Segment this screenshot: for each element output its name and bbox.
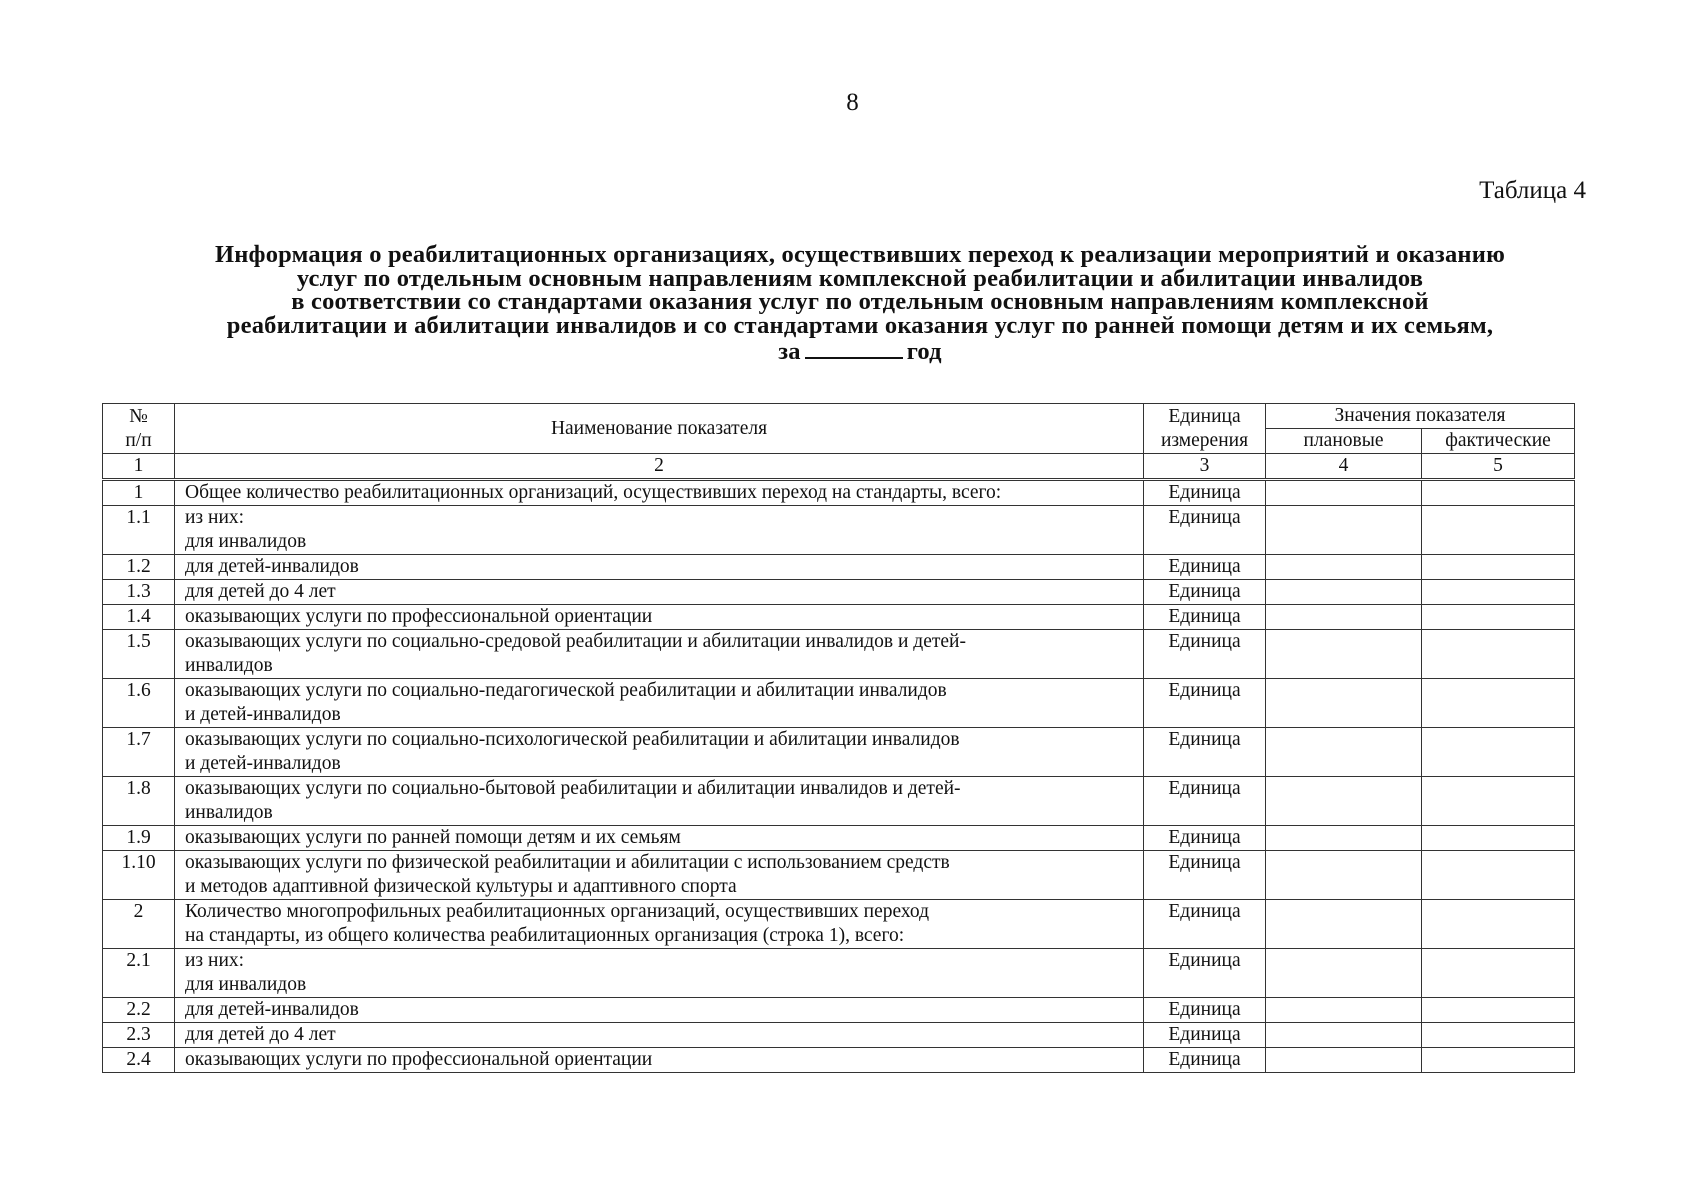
actual-value-cell (1422, 580, 1575, 605)
indicator-name-line: для детей до 4 лет (185, 581, 336, 602)
planned-value-cell (1266, 679, 1422, 728)
year-prefix: за (778, 338, 801, 365)
document-title (95, 243, 1625, 364)
planned-value-cell (1266, 630, 1422, 679)
planned-value-cell (1266, 900, 1422, 949)
unit-cell: Единица (1144, 1048, 1266, 1073)
row-number: 1.4 (103, 605, 175, 630)
indicator-name-line: оказывающих услуги по социально-педагогической реабилитации и абилитации инвалидов (185, 680, 947, 701)
actual-value-cell (1422, 630, 1575, 679)
row-number: 2.3 (103, 1023, 175, 1048)
unit-cell: Единица (1144, 580, 1266, 605)
actual-value-cell (1422, 506, 1575, 555)
row-number: 1.10 (103, 851, 175, 900)
title-line: реабилитации и абилитации инвалидов и со стандартами оказания услуг по ранней помощи детям и их семьям, (226, 311, 1494, 339)
indicator-name (175, 900, 1144, 949)
table-row (103, 480, 1575, 506)
actual-value-cell (1422, 605, 1575, 630)
planned-value-cell (1266, 1023, 1422, 1048)
indicator-name-line: и детей-инвалидов (185, 753, 341, 774)
unit-cell: Единица (1144, 998, 1266, 1023)
unit-cell: Единица (1144, 555, 1266, 580)
header-planned: плановые (1266, 429, 1422, 454)
table-row (103, 728, 1575, 777)
indicator-name (175, 851, 1144, 900)
indicator-name-line: оказывающих услуги по ранней помощи детям и их семьям (185, 827, 681, 848)
unit-cell: Единица (1144, 900, 1266, 949)
table-row (103, 1023, 1575, 1048)
unit-cell: Единица (1144, 605, 1266, 630)
unit-cell: Единица (1144, 949, 1266, 998)
indicator-name (175, 679, 1144, 728)
row-number: 1.7 (103, 728, 175, 777)
planned-value-cell (1266, 506, 1422, 555)
title-line: в соответствии со стандартами оказания услуг по отдельным основным направлениям комплексной (291, 288, 1429, 315)
header-unit-line1: Единица (1168, 405, 1241, 427)
actual-value-cell (1422, 679, 1575, 728)
row-number: 1.6 (103, 679, 175, 728)
actual-value-cell (1422, 949, 1575, 998)
actual-value-cell (1422, 826, 1575, 851)
table-row (103, 506, 1575, 555)
row-number: 1.2 (103, 555, 175, 580)
page-number: 8 (846, 89, 859, 116)
indicator-name-line: для инвалидов (185, 531, 307, 552)
indicator-name (175, 506, 1144, 555)
indicator-name-line: для инвалидов (185, 974, 307, 995)
indicator-name-line: из них: (185, 507, 245, 528)
row-number: 2.4 (103, 1048, 175, 1073)
row-number: 1.5 (103, 630, 175, 679)
actual-value-cell (1422, 1048, 1575, 1073)
table-row (103, 679, 1575, 728)
indicator-name-line: Общее количество реабилитационных организаций, осуществивших переход на стандарты, всего: (185, 482, 1002, 503)
planned-value-cell (1266, 1048, 1422, 1073)
actual-value-cell (1422, 480, 1575, 506)
indicator-name (175, 630, 1144, 679)
table-row (103, 555, 1575, 580)
indicators-table (102, 403, 1575, 1073)
table-row (103, 826, 1575, 851)
row-number: 1 (103, 480, 175, 506)
unit-cell: Единица (1144, 679, 1266, 728)
indicator-name-line: для детей до 4 лет (185, 1024, 336, 1045)
table-row (103, 580, 1575, 605)
unit-cell: Единица (1144, 777, 1266, 826)
row-number: 1.8 (103, 777, 175, 826)
actual-value-cell (1422, 555, 1575, 580)
planned-value-cell (1266, 580, 1422, 605)
row-number: 1.9 (103, 826, 175, 851)
indicator-name-line: из них: (185, 950, 245, 971)
indicator-name-line: на стандарты, из общего количества реабилитационных организация (строка 1), всего: (185, 925, 905, 946)
table-row (103, 777, 1575, 826)
indicator-name-line: для детей-инвалидов (185, 999, 359, 1020)
column-number: 5 (1422, 454, 1575, 480)
row-number: 2.1 (103, 949, 175, 998)
indicator-name-line: для детей-инвалидов (185, 556, 359, 577)
header-name: Наименование показателя (175, 404, 1144, 454)
unit-cell: Единица (1144, 851, 1266, 900)
header-actual: фактические (1422, 429, 1575, 454)
row-number: 2 (103, 900, 175, 949)
table-row (103, 630, 1575, 679)
planned-value-cell (1266, 555, 1422, 580)
table-label: Таблица 4 (1479, 177, 1586, 204)
planned-value-cell (1266, 480, 1422, 506)
table-row (103, 900, 1575, 949)
row-number: 1.3 (103, 580, 175, 605)
actual-value-cell (1422, 851, 1575, 900)
indicator-name (175, 728, 1144, 777)
header-num-line2: п/п (125, 429, 152, 451)
title-line: Информация о реабилитационных организациях, осуществивших переход к реализации мероприятий и оказанию (214, 241, 1505, 268)
indicator-name-line: Количество многопрофильных реабилитационных организаций, осуществивших переход (185, 901, 929, 922)
planned-value-cell (1266, 998, 1422, 1023)
table-row (103, 851, 1575, 900)
table-row (103, 949, 1575, 998)
indicator-name (175, 826, 1144, 851)
planned-value-cell (1266, 826, 1422, 851)
indicator-name (175, 777, 1144, 826)
row-number: 1.1 (103, 506, 175, 555)
column-number: 2 (175, 454, 1144, 480)
row-number: 2.2 (103, 998, 175, 1023)
planned-value-cell (1266, 777, 1422, 826)
header-unit-line2: измерения (1160, 429, 1249, 451)
indicator-name-line: и методов адаптивной физической культуры и адаптивного спорта (185, 876, 737, 897)
planned-value-cell (1266, 949, 1422, 998)
header-num (103, 404, 175, 454)
planned-value-cell (1266, 851, 1422, 900)
unit-cell: Единица (1144, 506, 1266, 555)
year-blank-field (805, 337, 903, 359)
column-number: 4 (1266, 454, 1422, 480)
column-numbers-row (103, 454, 1575, 480)
year-suffix: год (906, 338, 942, 365)
indicator-name-line: оказывающих услуги по социально-средовой реабилитации и абилитации инвалидов и детей- (185, 631, 966, 652)
indicator-name (175, 555, 1144, 580)
table-body (103, 480, 1575, 1073)
indicator-name (175, 1048, 1144, 1073)
table-row (103, 998, 1575, 1023)
header-num-line1: № (129, 405, 148, 427)
indicator-name-line: оказывающих услуги по профессиональной ориентации (185, 606, 653, 627)
header-unit (1144, 404, 1266, 454)
table-row (103, 1048, 1575, 1073)
indicator-name-line: оказывающих услуги по социально-бытовой реабилитации и абилитации инвалидов и детей- (185, 778, 961, 799)
indicator-name-line: оказывающих услуги по физической реабилитации и абилитации с использованием средств (185, 852, 950, 873)
planned-value-cell (1266, 605, 1422, 630)
indicator-name (175, 605, 1144, 630)
unit-cell: Единица (1144, 630, 1266, 679)
actual-value-cell (1422, 728, 1575, 777)
indicator-name-line: и детей-инвалидов (185, 704, 341, 725)
column-number: 1 (103, 454, 175, 480)
indicator-name (175, 480, 1144, 506)
indicator-name-line: оказывающих услуги по профессиональной ориентации (185, 1049, 653, 1070)
indicator-name-line: инвалидов (185, 655, 273, 676)
indicator-name (175, 998, 1144, 1023)
actual-value-cell (1422, 777, 1575, 826)
table-row (103, 605, 1575, 630)
unit-cell: Единица (1144, 728, 1266, 777)
title-line: услуг по отдельным основным направлениям комплексной реабилитации и абилитации инвалидов (296, 264, 1424, 292)
unit-cell: Единица (1144, 826, 1266, 851)
unit-cell: Единица (1144, 480, 1266, 506)
planned-value-cell (1266, 728, 1422, 777)
unit-cell: Единица (1144, 1023, 1266, 1048)
indicator-name-line: оказывающих услуги по социально-психологической реабилитации и абилитации инвалидов (185, 729, 960, 750)
indicator-name (175, 949, 1144, 998)
column-number: 3 (1144, 454, 1266, 480)
title-year-line (95, 337, 1625, 364)
indicator-name (175, 580, 1144, 605)
actual-value-cell (1422, 900, 1575, 949)
actual-value-cell (1422, 998, 1575, 1023)
indicator-name-line: инвалидов (185, 802, 273, 823)
header-values: Значения показателя (1266, 404, 1575, 429)
indicator-name (175, 1023, 1144, 1048)
actual-value-cell (1422, 1023, 1575, 1048)
